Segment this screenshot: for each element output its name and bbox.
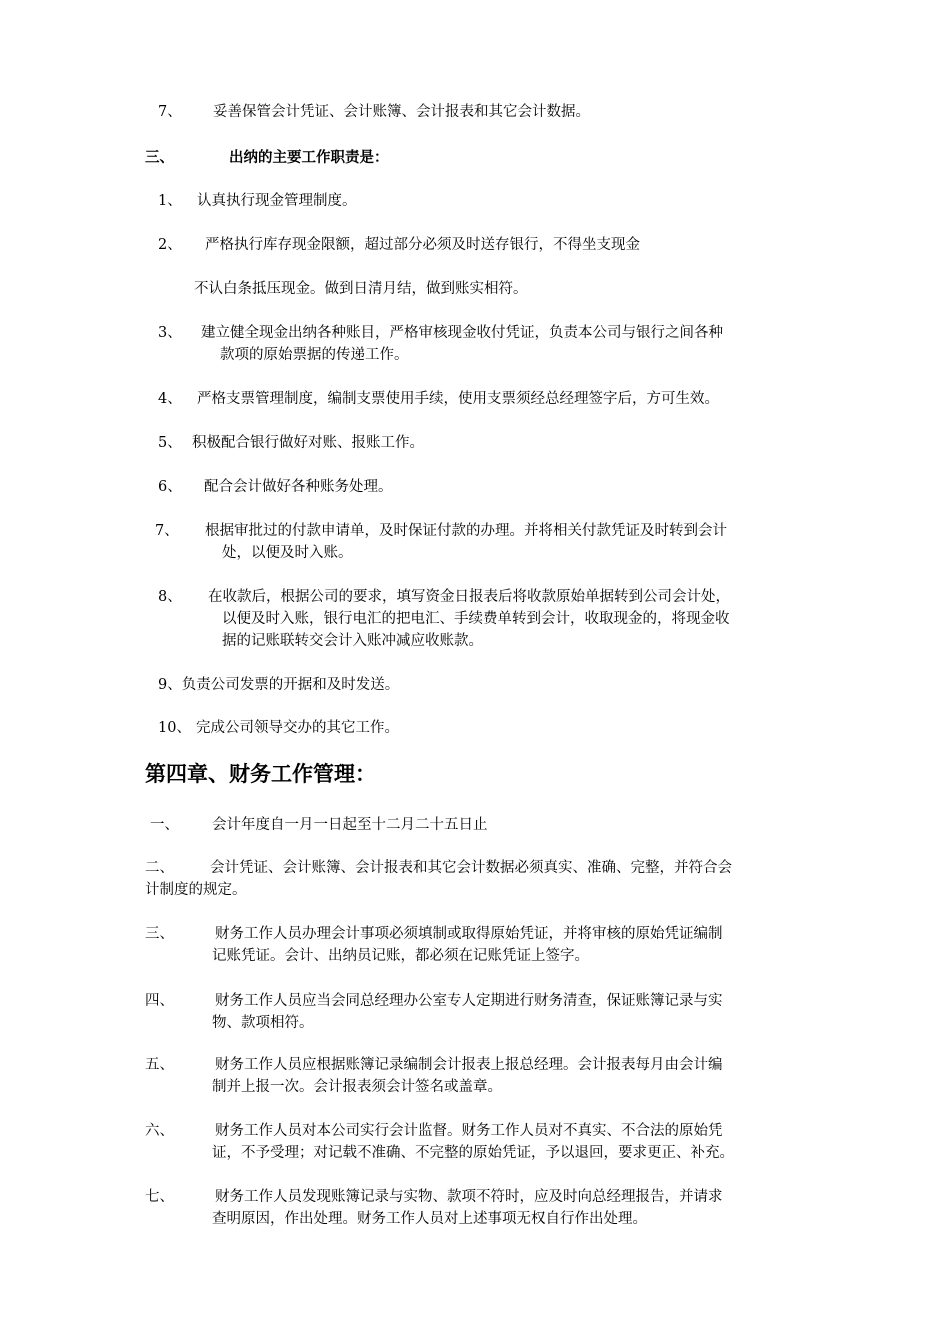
- section-number: 三、: [145, 149, 174, 166]
- item-text: 财务工作人员办理会计事项必须填制或取得原始凭证，并将审核的原始凭证编制: [215, 926, 723, 942]
- item-text: 在收款后，根据公司的要求，填写资金日报表后将收款原始单据转到公司会计处，: [208, 589, 730, 605]
- item-number: 三、: [145, 926, 174, 942]
- item-text: 据的记账联转交会计入账冲减应收账款。: [222, 633, 483, 649]
- item-text: 建立健全现金出纳各种账目，严格审核现金收付凭证，负责本公司与银行之间各种: [201, 325, 723, 341]
- item-text: 严格支票管理制度，编制支票使用手续，使用支票须经总经理签字后，方可生效。: [197, 391, 719, 407]
- item-text: 根据审批过的付款申请单，及时保证付款的办理。并将相关付款凭证及时转到会计: [205, 523, 727, 539]
- item-text: 财务工作人员对本公司实行会计监督。财务工作人员对不真实、不合法的原始凭: [215, 1123, 723, 1139]
- item-text: 会计年度自一月一日起至十二月二十五日止: [212, 817, 488, 833]
- chapter-title: 第四章、财务工作管理：: [145, 761, 376, 786]
- item-text: 制并上报一次。会计报表须会计签名或盖章。: [212, 1079, 502, 1095]
- item-text: 9、负责公司发票的开据和及时发送。: [158, 677, 400, 693]
- item-text: 物、款项相符。: [212, 1015, 314, 1031]
- item-text: 财务工作人员发现账簿记录与实物、款项不符时，应及时向总经理报告，并请求: [215, 1189, 723, 1205]
- item-text: 会计凭证、会计账簿、会计报表和其它会计数据必须真实、准确、完整，并符合会: [210, 860, 732, 876]
- item-number: 5、: [158, 435, 182, 451]
- item-number: 4、: [158, 391, 182, 407]
- item-number: 6、: [158, 479, 182, 495]
- item-number: 10、: [158, 720, 191, 736]
- item-text: 认真执行现金管理制度。: [197, 193, 357, 209]
- item-text: 严格执行库存现金限额，超过部分必须及时送存银行，不得坐支现金: [205, 237, 640, 253]
- item-text: 配合会计做好各种账务处理。: [204, 479, 393, 495]
- item-number: 1、: [158, 193, 182, 209]
- item-number: 2、: [158, 237, 182, 253]
- item-text: 财务工作人员应当会同总经理办公室专人定期进行财务清查，保证账簿记录与实: [215, 993, 723, 1009]
- item-number: 7、: [158, 104, 182, 120]
- item-number: 四、: [145, 993, 174, 1009]
- item-text: 妥善保管会计凭证、会计账簿、会计报表和其它会计数据。: [213, 104, 590, 120]
- item-text: 计制度的规定。: [145, 882, 247, 898]
- item-number: 8、: [158, 589, 182, 605]
- item-text: 证，不予受理；对记载不准确、不完整的原始凭证，予以退回，要求更正、补充。: [212, 1145, 734, 1161]
- item-text: 处，以便及时入账。: [222, 545, 353, 561]
- item-number: 7、: [155, 523, 179, 539]
- item-number: 3、: [158, 325, 182, 341]
- item-number: 五、: [145, 1057, 174, 1073]
- item-text: 积极配合银行做好对账、报账工作。: [192, 435, 424, 451]
- item-text: 完成公司领导交办的其它工作。: [196, 720, 399, 736]
- item-number: 七、: [145, 1189, 174, 1205]
- item-number: 一、: [150, 817, 179, 833]
- item-text: 财务工作人员应根据账簿记录编制会计报表上报总经理。会计报表每月由会计编: [215, 1057, 723, 1073]
- section-title: 出纳的主要工作职责是：: [229, 149, 389, 166]
- item-text: 以便及时入账，银行电汇的把电汇、手续费单转到会计，收取现金的，将现金收: [222, 611, 730, 627]
- item-text: 查明原因，作出处理。财务工作人员对上述事项无权自行作出处理。: [212, 1211, 647, 1227]
- item-text: 不认白条抵压现金。做到日清月结，做到账实相符。: [194, 281, 528, 297]
- item-number: 二、: [145, 860, 174, 876]
- item-text: 款项的原始票据的传递工作。: [220, 347, 409, 363]
- item-number: 六、: [145, 1123, 174, 1139]
- item-text: 记账凭证。会计、出纳员记账，都必须在记账凭证上签字。: [212, 948, 589, 964]
